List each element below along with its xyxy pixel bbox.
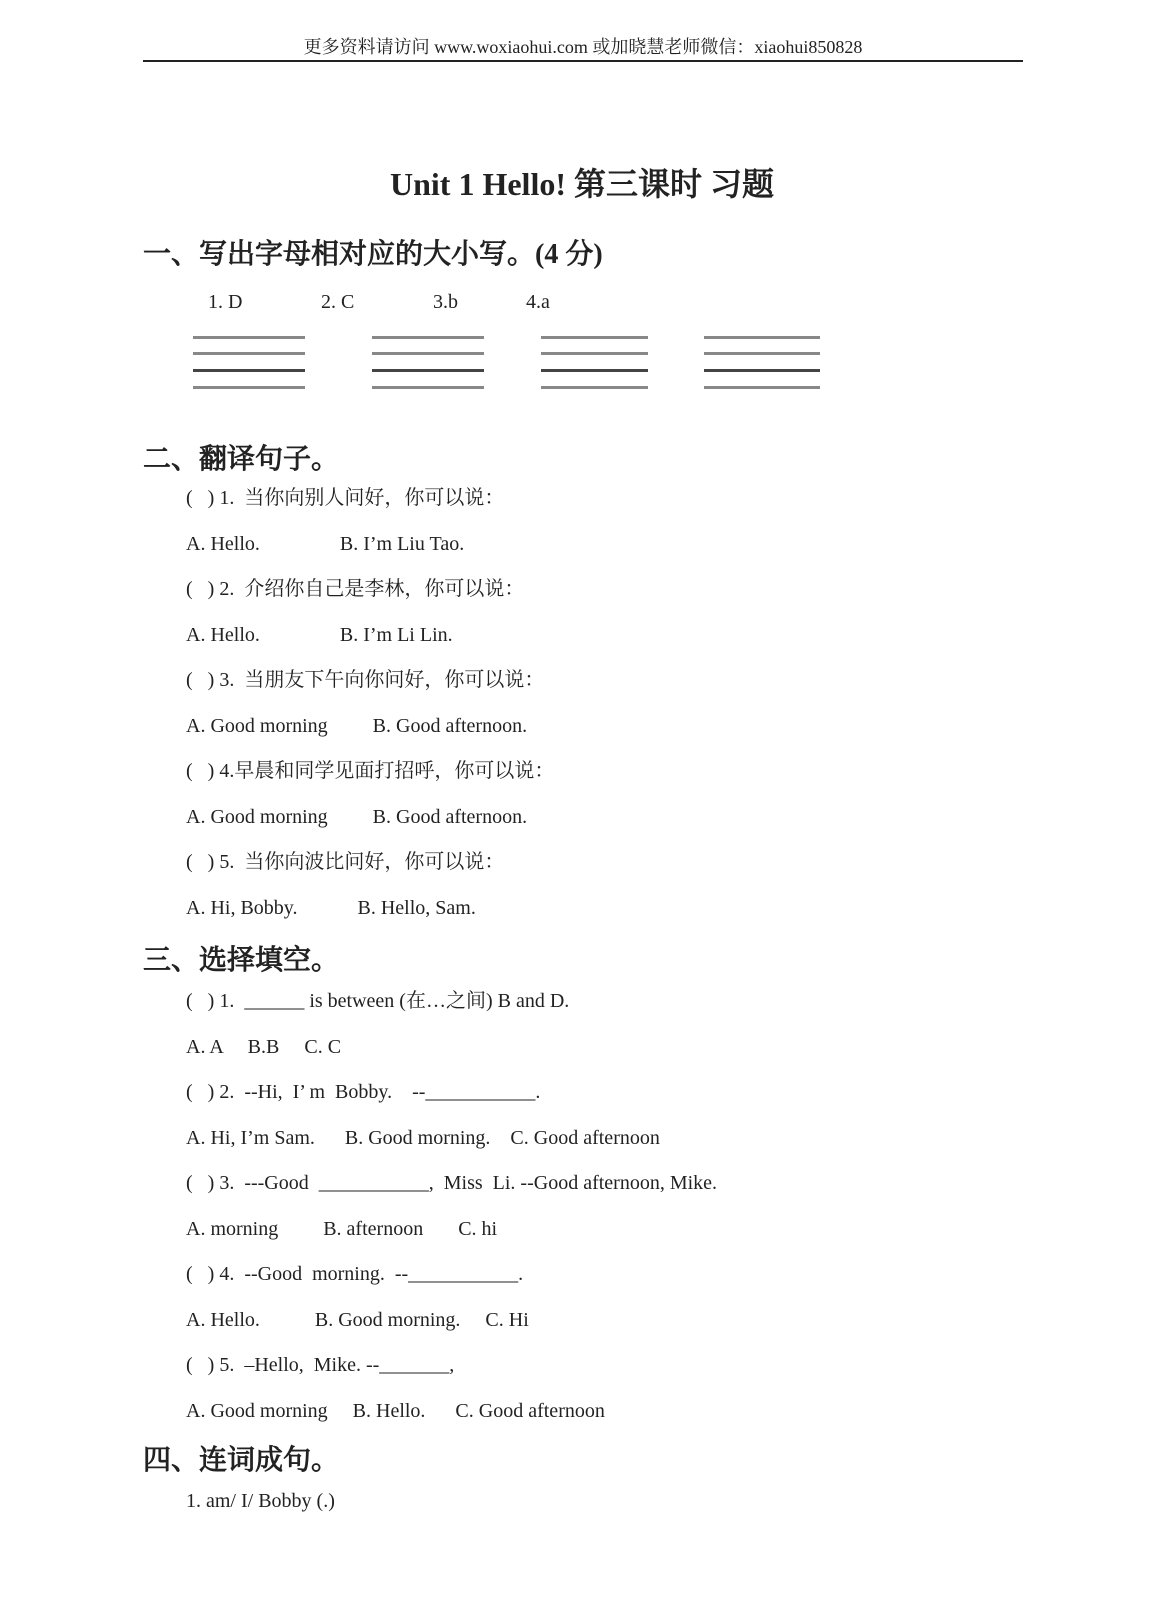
choice-q5-options: A. Good morning B. Hello. C. Good afternoon <box>186 1400 605 1422</box>
choice-q3: ( ) 3. ---Good ___________, Miss Li. --Good afternoon, Mike. <box>186 1172 718 1194</box>
reorder-q1: 1. am/ I/ Bobby (.) <box>186 1490 335 1512</box>
letter-item-4: 4.a <box>526 291 550 313</box>
writing-lines-1 <box>193 334 305 394</box>
translate-q3-options: A. Good morning B. Good afternoon. <box>186 715 528 737</box>
section-4-heading: 四、连词成句。 <box>143 1445 340 1476</box>
choice-q4-options: A. Hello. B. Good morning. C. Hi <box>186 1309 529 1331</box>
translate-q4-options: A. Good morning B. Good afternoon. <box>186 806 528 828</box>
writing-lines-4 <box>704 334 820 394</box>
translate-q3: ( ) 3. 当朋友下午向你问好，你可以说： <box>186 669 545 691</box>
choice-q2: ( ) 2. --Hi, I’ m Bobby. --___________. <box>186 1081 541 1103</box>
letter-item-2: 2. C <box>321 291 355 313</box>
choice-q4: ( ) 4. --Good morning. --___________. <box>186 1263 524 1285</box>
page-title: Unit 1 Hello! 第三课时 习题 <box>390 166 774 202</box>
section-2-heading: 二、翻译句子。 <box>143 444 340 475</box>
translate-q1-options: A. Hello. B. I’m Liu Tao. <box>186 533 465 555</box>
section-1-heading: 一、写出字母相对应的大小写。(4 分) <box>143 239 603 270</box>
translate-q5-options: A. Hi, Bobby. B. Hello, Sam. <box>186 897 476 919</box>
translate-q2: ( ) 2. 介绍你自己是李林，你可以说： <box>186 578 525 600</box>
choice-q5: ( ) 5. –Hello, Mike. --_______, <box>186 1354 455 1376</box>
translate-q5: ( ) 5. 当你向波比问好，你可以说： <box>186 851 505 873</box>
choice-q3-options: A. morning B. afternoon C. hi <box>186 1218 498 1240</box>
section-3-heading: 三、选择填空。 <box>143 945 340 976</box>
letter-item-3: 3.b <box>433 291 458 313</box>
writing-lines-3 <box>541 334 648 394</box>
translate-q1: ( ) 1. 当你向别人问好，你可以说： <box>186 487 505 509</box>
translate-q2-options: A. Hello. B. I’m Li Lin. <box>186 624 453 646</box>
writing-lines-2 <box>372 334 484 394</box>
choice-q1-options: A. A B.B C. C <box>186 1036 342 1058</box>
letter-item-1: 1. D <box>208 291 243 313</box>
choice-q1: ( ) 1. ______ is between (在…之间) B and D. <box>186 990 570 1012</box>
translate-q4: ( ) 4.早晨和同学见面打招呼，你可以说： <box>186 760 555 782</box>
choice-q2-options: A. Hi, I’m Sam. B. Good morning. C. Good afternoon <box>186 1127 660 1149</box>
page-header: 更多资料请访问 www.woxiaohui.com 或加晓慧老师微信：xiaohui850828 <box>143 34 1023 62</box>
